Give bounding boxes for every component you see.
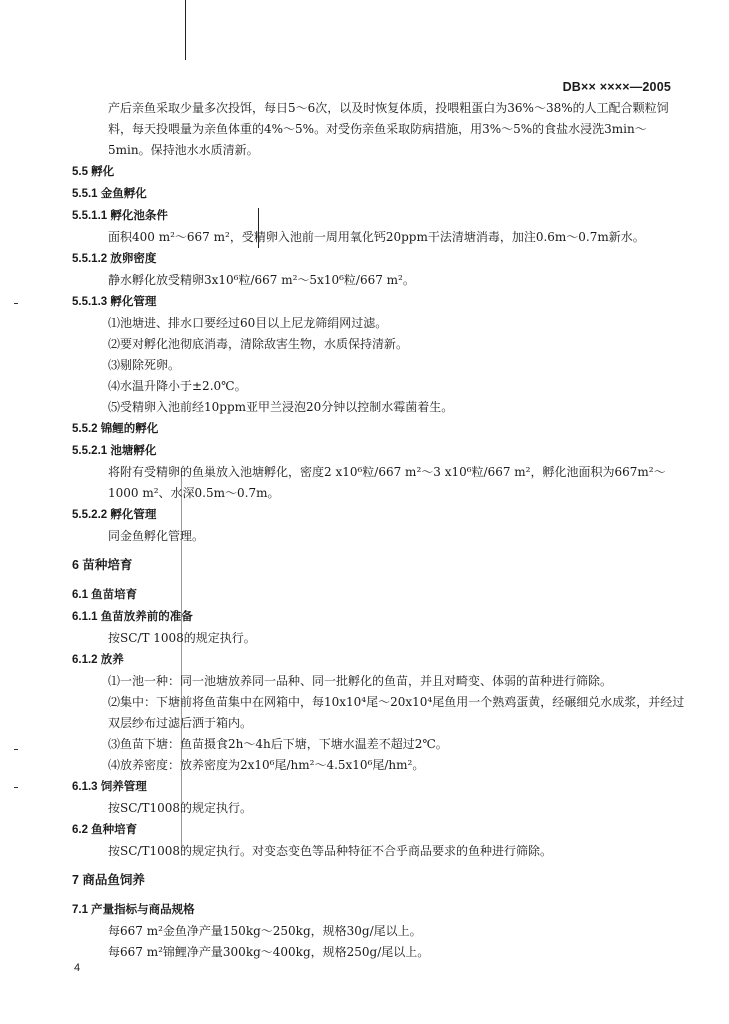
paragraph: 静水孵化放受精卵3x10⁶粒/667 m²～5x10⁶粒/667 m²。 xyxy=(108,273,415,287)
paragraph: 产后亲鱼采取少量多次投饵，每日5～6次，以及时恢复体质，投喂粗蛋白为36%～38%的人工配合颗粒饲料，每天投喂量为亲鱼体重的4%～5%。对受伤亲鱼采取防病措施，用3%～5%的食盐水浸洗3min～5min。保持池水水质清新。 xyxy=(108,101,669,157)
scan-line-top xyxy=(185,0,186,60)
paragraph: 按SC/T1008的规定执行。 xyxy=(108,801,252,815)
scan-tick xyxy=(14,787,18,788)
paragraph: 面积400 m²～667 m²，受精卵入池前一周用氧化钙20ppm干法清塘消毒，加注0.6m～0.7m新水。 xyxy=(108,230,645,244)
paragraph: ⑵集中：下塘前将鱼苗集中在网箱中，每10x10⁴尾～20x10⁴尾鱼用一个熟鸡蛋黄，经碾细兑水成浆，并经过双层纱布过滤后洒于箱内。 xyxy=(108,695,685,730)
paragraph: ⑸受精卵入池前经10ppm亚甲兰浸泡20分钟以控制水霉菌着生。 xyxy=(108,400,454,414)
scan-tick xyxy=(14,303,18,304)
subsection-heading: 6.1.1 鱼苗放养前的准备 xyxy=(72,611,193,623)
paragraph: ⑷水温升降小于±2.0℃。 xyxy=(108,379,247,393)
paragraph: 同金鱼孵化管理。 xyxy=(108,529,205,543)
clause-heading: 5.5.1.1 孵化池条件 xyxy=(72,210,168,222)
paragraph: ⑶剔除死卵。 xyxy=(108,358,181,372)
subsection-heading: 5.5 孵化 xyxy=(72,166,115,178)
clause-heading: 5.5.1.2 放卵密度 xyxy=(72,253,157,265)
paragraph: 按SC/T1008的规定执行。对变态变色等品种特征不合乎商品要求的鱼种进行筛除。 xyxy=(108,844,552,858)
page-number: 4 xyxy=(74,962,81,974)
clause-heading: 5.5.2.2 孵化管理 xyxy=(72,509,157,521)
document-header: DB×× ××××—2005 xyxy=(562,80,671,94)
paragraph: ⑴池塘进、排水口要经过60目以上尼龙筛绢网过滤。 xyxy=(108,316,388,330)
clause-heading: 5.5.1.3 孵化管理 xyxy=(72,296,157,308)
paragraph: 每667 m²锦鲤净产量300kg～400kg，规格250g/尾以上。 xyxy=(108,945,430,959)
subsection-heading: 7.1 产量指标与商品规格 xyxy=(72,904,195,916)
section-heading: 6 苗种培育 xyxy=(72,558,133,572)
subsection-heading: 6.1.2 放养 xyxy=(72,654,124,666)
subsection-heading: 6.1 鱼苗培育 xyxy=(72,589,138,601)
paragraph: 每667 m²金鱼净产量150kg～250kg，规格30g/尾以上。 xyxy=(108,924,422,938)
paragraph: 按SC/T 1008的规定执行。 xyxy=(108,631,256,645)
paragraph: ⑶鱼苗下塘：鱼苗摄食2h～4h后下塘，下塘水温差不超过2℃。 xyxy=(108,737,448,751)
subsection-heading: 6.2 鱼种培育 xyxy=(72,824,138,836)
subsection-heading: 6.1.3 饲养管理 xyxy=(72,781,147,793)
paragraph: 将附有受精卵的鱼巢放入池塘孵化，密度2 x10⁶粒/667 m²～3 x10⁶粒/667 m²，孵化池面积为667m²～1000 m²、水深0.5m～0.7m。 xyxy=(108,465,666,500)
paragraph: ⑷放养密度：放养密度为2x10⁶尾/hm²～4.5x10⁶尾/hm²。 xyxy=(108,758,425,772)
document-body xyxy=(72,98,688,963)
scan-tick xyxy=(14,749,18,750)
subsection-heading: 5.5.1 金鱼孵化 xyxy=(72,188,147,200)
subsection-heading: 5.5.2 锦鲤的孵化 xyxy=(72,423,159,435)
section-heading: 7 商品鱼饲养 xyxy=(72,873,145,887)
clause-heading: 5.5.2.1 池塘孵化 xyxy=(72,445,157,457)
paragraph: ⑴一池一种：同一池塘放养同一品种、同一批孵化的鱼苗，并且对畸变、体弱的苗种进行筛除。 xyxy=(108,674,613,688)
paragraph: ⑵要对孵化池彻底消毒，清除敌害生物，水质保持清新。 xyxy=(108,337,409,351)
